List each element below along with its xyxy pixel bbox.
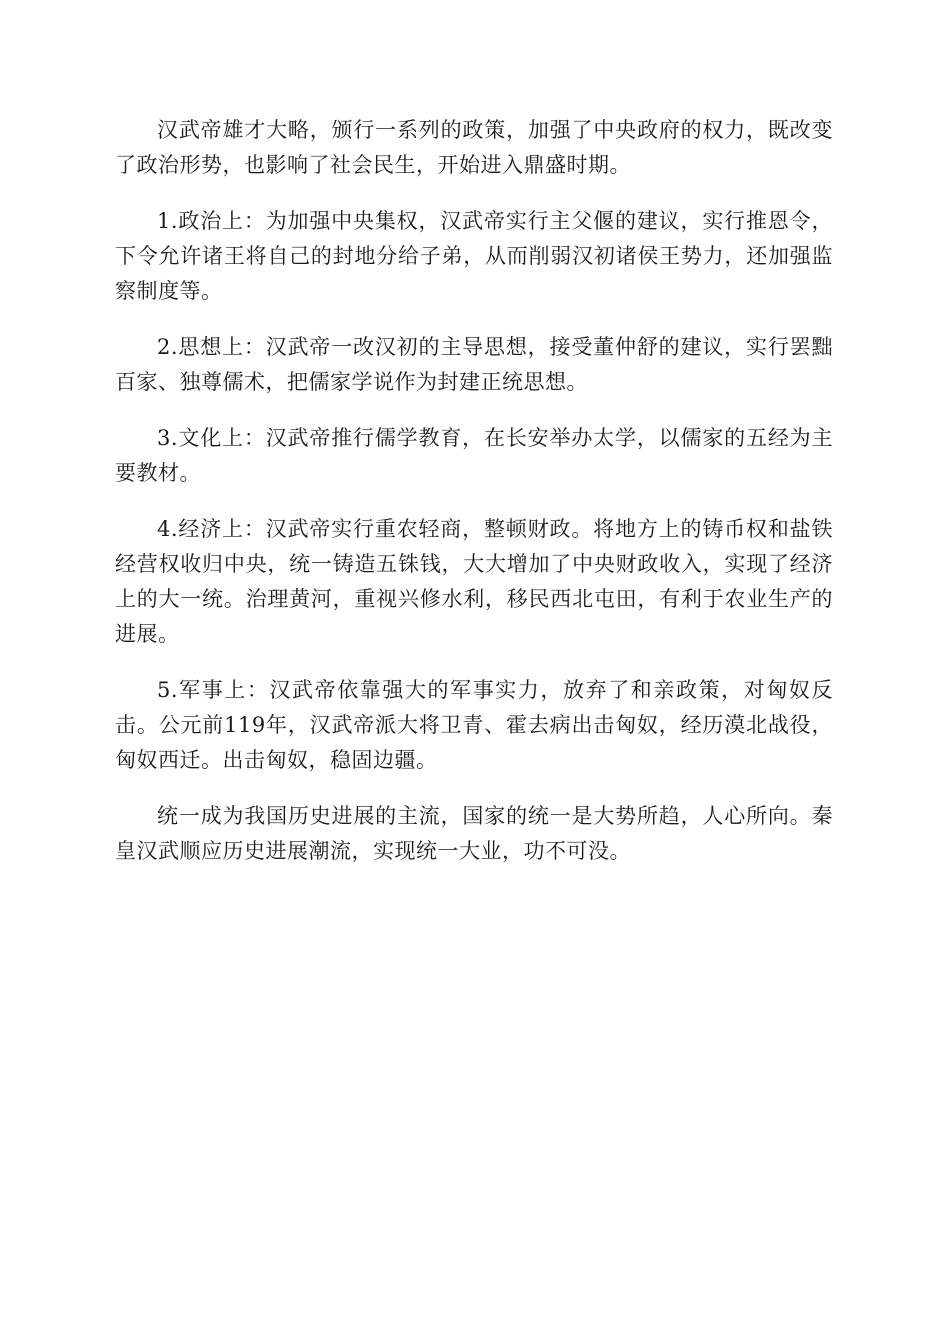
- intro-paragraph: 汉武帝雄才大略，颁行一系列的政策，加强了中央政府的权力，既改变了政治形势，也影响了社会民生，开始进入鼎盛时期。: [115, 118, 833, 177]
- document-body: [115, 113, 833, 890]
- military-paragraph: 5.军事上：汉武帝依靠强大的军事实力，放弃了和亲政策，对匈奴反击。公元前119年，汉武帝派大将卫青、霍去病出击匈奴，经历漠北战役，匈奴西迁。出击匈奴，稳固边疆。: [115, 678, 833, 772]
- economy-paragraph: 4.经济上：汉武帝实行重农轻商，整顿财政。将地方上的铸币权和盐铁经营权收归中央，统一铸造五铢钱，大大增加了中央财政收入，实现了经济上的大一统。治理黄河，重视兴修水利，移民西北屯田，有利于农业生产的进展。: [115, 517, 833, 646]
- politics-paragraph: 1.政治上：为加强中央集权，汉武帝实行主父偃的建议，实行推恩令，下令允许诸王将自己的封地分给子弟，从而削弱汉初诸侯王势力，还加强监察制度等。: [115, 209, 833, 303]
- conclusion-paragraph: 统一成为我国历史进展的主流，国家的统一是大势所趋，人心所向。秦皇汉武顺应历史进展潮流，实现统一大业，功不可没。: [115, 804, 833, 863]
- thought-paragraph: 2.思想上：汉武帝一改汉初的主导思想，接受董仲舒的建议，实行罢黜百家、独尊儒术，把儒家学说作为封建正统思想。: [115, 335, 833, 394]
- culture-paragraph: 3.文化上：汉武帝推行儒学教育，在长安举办太学，以儒家的五经为主要教材。: [115, 426, 833, 485]
